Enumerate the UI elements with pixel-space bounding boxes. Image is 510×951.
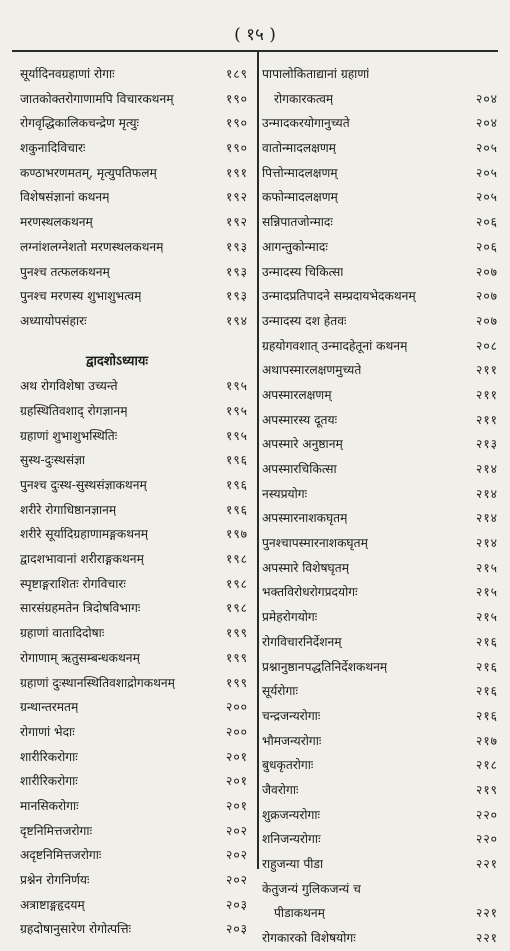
toc-entry-page: २२१ <box>475 906 498 921</box>
toc-entry-page: २१६ <box>475 659 498 674</box>
toc-entry-page: १९२ <box>225 190 248 205</box>
toc-entry-page: १९९ <box>225 626 248 641</box>
page-number: ( १५ ) <box>234 25 276 45</box>
toc-entry-page: २०४ <box>475 91 498 106</box>
toc-entry <box>262 111 498 136</box>
toc-entry-page: २१३ <box>475 437 498 452</box>
toc-entry <box>262 605 498 630</box>
toc-entry <box>262 334 498 359</box>
toc-entry <box>20 596 248 621</box>
toc-entry <box>20 621 248 646</box>
toc-entry-page: २०१ <box>225 774 248 789</box>
toc-entry <box>262 235 498 260</box>
toc-entry <box>20 473 248 498</box>
toc-entry <box>20 260 248 285</box>
toc-entry-title: पुनश्चापस्मारनाशकघृतम् <box>262 536 368 551</box>
toc-entry <box>20 185 248 210</box>
toc-entry <box>20 572 248 597</box>
toc-entry-title: शरीरे सूर्यादिग्रहाणामङ्गकथनम् <box>20 527 149 542</box>
toc-entry <box>262 753 498 778</box>
toc-entry <box>20 87 248 112</box>
toc-entry-title: अध्यायोपसंहारः <box>20 313 87 328</box>
toc-entry-page: २०५ <box>475 190 498 205</box>
toc-entry-title: पापालोकिताद्यानां ग्रहाणां <box>262 67 370 81</box>
toc-entry-page: २१४ <box>475 511 498 526</box>
toc-entry-page: २०० <box>225 724 248 739</box>
toc-entry-page: १९० <box>225 91 248 106</box>
toc-entry-page: २२१ <box>475 931 498 946</box>
toc-entry <box>262 161 498 186</box>
toc-entry-title: रोगाणाम् ऋतुसम्बन्धकथनम् <box>20 650 140 665</box>
toc-entry-page: १९९ <box>225 650 248 665</box>
toc-entry-title: भौमजन्यरोगाः <box>262 733 322 748</box>
toc-entry <box>262 506 498 531</box>
toc-entry-title: अदृष्टनिमित्तजरोगाः <box>20 848 102 863</box>
toc-entry-title: पीडाकथनम् <box>274 906 325 921</box>
toc-entry-title: ग्रहस्थितिवशाद् रोगज्ञानम् <box>20 403 128 418</box>
toc-entry <box>20 62 248 87</box>
toc-entry <box>262 531 498 556</box>
toc-entry <box>262 185 498 210</box>
toc-entry-page: १९४ <box>225 313 248 328</box>
toc-entry-title: ग्रहाणां दुःस्थानस्थितिवशाद्रोगकथनम् <box>20 675 175 690</box>
toc-entry-title: पुनश्च तत्फलकथनम् <box>20 264 110 279</box>
toc-entry <box>20 309 248 334</box>
toc-entry-title: कण्ठाभरणमतम्, मृत्युपतिफलम् <box>20 165 157 180</box>
toc-entry <box>262 679 498 704</box>
toc-entry-title: उन्मादकरयोगानुच्यते <box>262 116 350 131</box>
toc-entry-title: रोगकारकत्वम् <box>274 91 334 106</box>
toc-entry-page: १९२ <box>225 215 248 230</box>
toc-entry-title: पुनश्च दुःस्थ-सुस्थसंज्ञाकथनम् <box>20 478 147 492</box>
toc-entry <box>262 482 498 507</box>
toc-entry-page: २०३ <box>225 922 248 937</box>
toc-entry-title: जैवरोगाः <box>262 782 299 797</box>
toc-entry <box>20 819 248 844</box>
toc-entry-title: सन्निपातजोन्मादः <box>262 215 333 230</box>
toc-entry <box>262 284 498 309</box>
toc-entry-title: आगन्तुकोन्मादः <box>262 239 328 254</box>
toc-entry <box>20 646 248 671</box>
toc-entry-page: २१६ <box>475 684 498 699</box>
toc-entry-page: २०६ <box>475 215 498 230</box>
column-divider <box>257 51 259 869</box>
toc-entry-page: १९० <box>225 141 248 156</box>
toc-entry <box>262 309 498 334</box>
left-group-2 <box>20 374 248 942</box>
toc-entry <box>20 111 248 136</box>
toc-entry-page: २२० <box>475 807 498 822</box>
toc-entry-page: २१७ <box>475 733 498 748</box>
toc-entry-title: पुनश्च मरणस्य शुभाशुभत्वम् <box>20 289 142 304</box>
toc-entry-page: २१९ <box>475 782 498 797</box>
toc-entry-title: सारसंग्रहमतेन त्रिदोषविभागः <box>20 601 141 616</box>
toc-entry <box>20 161 248 186</box>
toc-entry-title: सुस्थ-दुःस्थसंज्ञा <box>20 453 86 468</box>
toc-entry-title: ग्रन्थान्तरमतम् <box>20 700 79 715</box>
toc-entry <box>262 729 498 754</box>
toc-entry-title: कफोन्मादलक्षणम् <box>262 190 338 205</box>
toc-entry-page: २०५ <box>475 141 498 156</box>
toc-entry-title: ग्रहदोषानुसारेण रोगोत्पत्तिः <box>20 922 132 937</box>
toc-entry-title: अपस्मारचिकित्सा <box>262 462 337 476</box>
toc-entry-page: २०७ <box>475 264 498 279</box>
right-column <box>262 62 498 951</box>
toc-entry-page: १९० <box>225 116 248 131</box>
toc-entry-title: लग्नांशलग्नेशतो मरणस्थलकथनम् <box>20 239 164 254</box>
toc-entry-title: विशेषसंज्ञानां कथनम् <box>20 190 110 205</box>
toc-entry <box>20 671 248 696</box>
toc-entry <box>262 827 498 852</box>
toc-entry-page: १९६ <box>225 453 248 468</box>
toc-entry-page: १९६ <box>225 478 248 492</box>
toc-entry-title: बुधकृतरोगाः <box>262 758 314 773</box>
toc-entry <box>20 917 248 942</box>
toc-entry-title: अपस्मारस्य दूतयः <box>262 412 338 427</box>
toc-entry-page: २०५ <box>475 165 498 180</box>
toc-entry-page: २१८ <box>475 758 498 773</box>
toc-entry <box>262 260 498 285</box>
toc-entry-title: उन्मादप्रतिपादने सम्प्रदायभेदकथनम् <box>262 289 416 304</box>
toc-entry-title: अत्राष्टाङ्गहृदयम् <box>20 897 85 912</box>
toc-entry-page: १९८ <box>225 552 248 567</box>
toc-entry-title: रोगविचारनिर्देशनम् <box>262 634 342 649</box>
toc-entry <box>20 522 248 547</box>
toc-entry-title: उन्मादस्य दश हेतवः <box>262 313 347 328</box>
toc-entry-page: २१५ <box>475 560 498 575</box>
toc-entry <box>262 87 498 112</box>
toc-entry-title: शारीरिकरोगाः <box>20 774 78 789</box>
toc-entry-page: २०८ <box>475 338 498 353</box>
toc-entry-page: २०७ <box>475 313 498 328</box>
toc-entry-page: २०२ <box>225 823 248 838</box>
toc-entry-title: अपस्मारनाशकघृतम् <box>262 511 348 526</box>
toc-entry <box>20 424 248 449</box>
toc-entry-title: प्रश्नेन रोगनिर्णयः <box>20 873 90 887</box>
toc-entry-page: २०२ <box>225 873 248 887</box>
toc-entry-title: रोगाणां भेदाः <box>20 724 75 739</box>
toc-entry-title: भक्तविरोधरोगप्रदयोगः <box>262 585 358 600</box>
toc-entry-page: १९८ <box>225 601 248 616</box>
toc-entry <box>262 778 498 803</box>
toc-entry <box>20 399 248 424</box>
toc-entry-page: २२० <box>475 832 498 847</box>
toc-entry-page: २०२ <box>225 848 248 863</box>
toc-entry <box>20 284 248 309</box>
toc-entry-page: २०७ <box>475 289 498 304</box>
toc-entry-title: वातोन्मादलक्षणम् <box>262 141 336 156</box>
toc-entry-title: दृष्टनिमित्तजरोगाः <box>20 823 93 838</box>
toc-entry-page: २११ <box>475 363 498 378</box>
toc-entry-title: सूर्यादिनवग्रहाणां रोगाः <box>20 67 115 81</box>
toc-entry <box>20 769 248 794</box>
toc-entry-title: केतुजन्यं गुलिकजन्यं च <box>262 881 361 896</box>
right-entries <box>262 111 498 876</box>
toc-entry-page: १९५ <box>225 379 248 394</box>
toc-entry <box>262 62 498 87</box>
toc-entry-title: ग्रहाणां वातादिदोषाः <box>20 626 105 641</box>
toc-entry-title: रोगवृद्धिकालिकचन्द्रेण मृत्युः <box>20 116 139 131</box>
toc-entry-page: २०१ <box>225 749 248 764</box>
toc-entry <box>20 843 248 868</box>
toc-entry-title: शरीरे रोगाधिष्ठानज्ञानम् <box>20 502 117 517</box>
toc-entry-page: १९३ <box>225 264 248 279</box>
toc-entry-title: अथ रोगविशेषा उच्यन्ते <box>20 379 118 394</box>
toc-entry-page: २०० <box>225 700 248 715</box>
toc-entry-title: अपस्मारलक्षणम् <box>262 387 332 402</box>
toc-entry <box>262 556 498 581</box>
toc-entry <box>20 448 248 473</box>
toc-entry-page: २०६ <box>475 239 498 254</box>
toc-entry <box>20 235 248 260</box>
toc-entry-title: स्पृष्टाङ्गराशितः रोगविचारः <box>20 576 126 591</box>
toc-entry <box>262 408 498 433</box>
toc-entry <box>262 358 498 383</box>
toc-entry-page: १९८ <box>225 576 248 591</box>
toc-entry <box>20 868 248 893</box>
toc-entry-title: शकुनादिविचारः <box>20 141 86 156</box>
toc-entry <box>262 852 498 877</box>
top-divider <box>12 50 498 52</box>
toc-entry-title: राहुजन्या पीडा <box>262 857 324 871</box>
toc-entry-page: १९३ <box>225 239 248 254</box>
toc-entry-title: द्वादशभावानां शरीराङ्गकथनम् <box>20 552 144 567</box>
toc-entry <box>20 720 248 745</box>
toc-entry <box>20 794 248 819</box>
toc-entry-page: २१४ <box>475 462 498 476</box>
toc-entry-title: ग्रहयोगवशात् उन्मादहेतूनां कथनम् <box>262 338 408 353</box>
toc-entry <box>262 803 498 828</box>
left-column <box>20 62 248 942</box>
toc-entry-page: २१५ <box>475 585 498 600</box>
toc-entry <box>20 498 248 523</box>
toc-entry <box>262 704 498 729</box>
toc-entry-title: चन्द्रजन्यरोगाः <box>262 708 321 723</box>
toc-entry-page: १८९ <box>225 67 248 81</box>
toc-entry-title: पित्तोन्मादलक्षणम् <box>262 165 338 180</box>
toc-entry-title: शुक्रजन्यरोगाः <box>262 807 320 822</box>
toc-entry-page: २०१ <box>225 798 248 813</box>
toc-entry <box>262 457 498 482</box>
toc-entry <box>20 547 248 572</box>
toc-entry <box>20 695 248 720</box>
toc-entry-page: १९९ <box>225 675 248 690</box>
toc-entry-title: प्रमेहरोगयोगः <box>262 610 318 625</box>
toc-entry-title: अपस्मारे विशेषघृतम् <box>262 560 349 575</box>
toc-entry-title: नस्यप्रयोगः <box>262 486 308 501</box>
toc-entry <box>262 432 498 457</box>
toc-entry-page: २१६ <box>475 708 498 723</box>
toc-entry <box>262 926 498 951</box>
toc-entry-page: २११ <box>475 412 498 427</box>
toc-entry-page: १९१ <box>225 165 248 180</box>
toc-entry-title: मरणस्थलकथनम् <box>20 215 93 230</box>
toc-entry-page: १९७ <box>225 527 248 542</box>
toc-entry-page: २१४ <box>475 486 498 501</box>
toc-entry-page: २१४ <box>475 536 498 551</box>
toc-entry <box>262 655 498 680</box>
toc-entry <box>262 630 498 655</box>
toc-entry <box>262 136 498 161</box>
toc-entry-page: १९३ <box>225 289 248 304</box>
toc-entry-page: २०३ <box>225 897 248 912</box>
toc-entry-title: उन्मादस्य चिकित्सा <box>262 264 344 279</box>
toc-entry-title: जातकोक्तरोगाणामपि विचारकथनम् <box>20 91 174 106</box>
toc-entry <box>262 901 498 926</box>
toc-entry-title: मानसिकरोगाः <box>20 798 79 813</box>
toc-entry <box>262 210 498 235</box>
toc-entry-page: २१६ <box>475 634 498 649</box>
toc-entry <box>20 136 248 161</box>
toc-entry <box>20 210 248 235</box>
toc-entry-title: शारीरिकरोगाः <box>20 749 78 764</box>
toc-entry <box>262 580 498 605</box>
toc-entry-page: २११ <box>475 387 498 402</box>
toc-entry-title: रोगकारको विशेषयोगः <box>262 931 356 946</box>
toc-entry-title: शनिजन्यरोगाः <box>262 832 321 847</box>
toc-entry <box>20 893 248 918</box>
toc-entry-page: १९५ <box>225 428 248 443</box>
toc-entry <box>262 383 498 408</box>
toc-entry-title: सूर्यरोगाः <box>262 684 298 699</box>
toc-entry-page: २१५ <box>475 610 498 625</box>
toc-entry-title: ग्रहाणां शुभाशुभस्थितिः <box>20 428 118 443</box>
toc-entry-page: २०४ <box>475 116 498 131</box>
toc-entry-page: १९६ <box>225 502 248 517</box>
toc-entry-title: अपस्मारे अनुष्ठानम् <box>262 437 343 452</box>
toc-entry-title: प्रश्नानुष्ठानपद्धतिनिर्देशकथनम् <box>262 659 388 674</box>
toc-entry-page: १९५ <box>225 403 248 418</box>
toc-entry-page: २२१ <box>475 857 498 871</box>
toc-entry <box>262 877 498 902</box>
left-group-1 <box>20 62 248 334</box>
toc-entry <box>20 374 248 399</box>
toc-entry-title: अथापस्मारलक्षणमुच्यते <box>262 363 362 378</box>
chapter-heading: द्वादशोऽध्यायः <box>86 353 148 369</box>
toc-entry <box>20 745 248 770</box>
